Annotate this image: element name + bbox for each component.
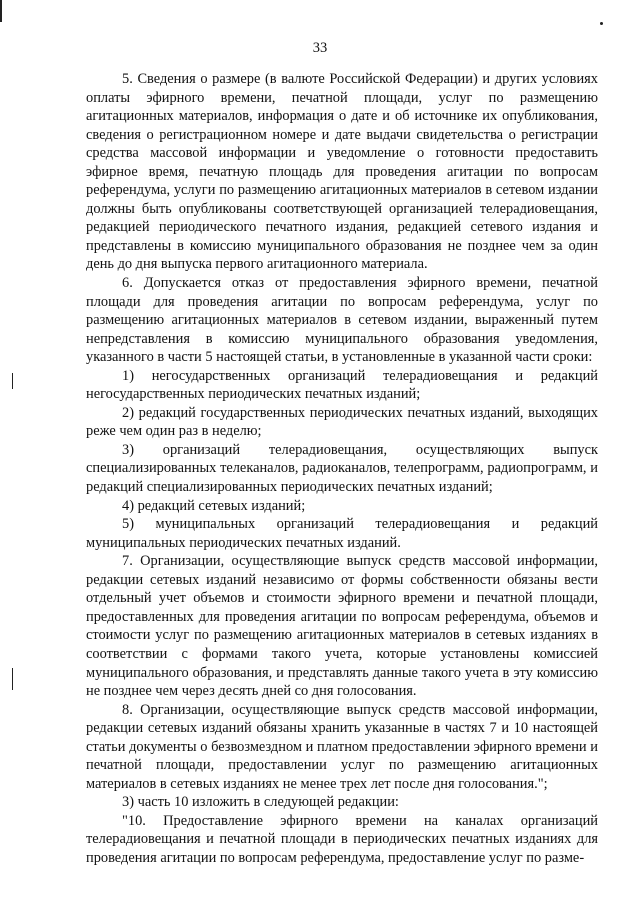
scan-edge-mark-middle <box>12 373 13 389</box>
page-number: 33 <box>312 40 328 56</box>
scan-edge-mark-lower <box>12 668 13 690</box>
document-body <box>86 70 598 868</box>
paragraph-5-publication: 5. Сведения о размере (в валюте Российской Федерации) и других условиях оплаты эфирного времени, печатной площади, услуг по размещению агитационных материалов, информация о дате и об источнике их опубликования, сведения о регистрационном номере и дате выдачи свидетельства о регистрации средства массовой информации и уведомление о готовности предоставить эфирное время, печатную площадь для проведения агитации по вопросам референдума, услуги по размещению агитационных материалов в сетевом издании должны быть опубликованы соответствующей организацией телерадиовещания, редакцией периодического печатного издания, редакцией сетевого издания и представлены в комиссию муниципального образования не позднее чем за один день до дня выпуска первого агитационного материала. <box>86 71 598 273</box>
amendment-part-10: 3) часть 10 изложить в следующей редакции: <box>122 794 399 811</box>
paragraph-10-provision: "10. Предоставление эфирного времени на каналах организаций телерадиовещания и печатной площади в периодических печатных изданиях для проведения агитации по вопросам референдума, предоставление услуг по разме- <box>86 812 598 866</box>
list-item-1: 1) негосударственных организаций телерадиовещания и редакций негосударственных периодических печатных изданий; <box>86 367 598 403</box>
scan-edge-mark-top <box>0 0 2 22</box>
paragraph-7-accounting: 7. Организации, осуществляющие выпуск средств массовой информации, редакции сетевых изданий независимо от формы собственности обязаны вести отдельный учет объемов и стоимости эфирного времени и печатной площади, предоставленных для проведения агитации по вопросам референдума, объемов и стоимости услуг по размещению агитационных материалов в сетевых изданиях в соответствии с формами такого учета, которые установлены комиссией муниципального образования, и представлять данные такого учета в эту комиссию не позднее чем через десять дней со дня голосования. <box>86 553 598 700</box>
paragraph-8-storage: 8. Организации, осуществляющие выпуск средств массовой информации, редакции сетевых изданий обязаны хранить указанные в частях 7 и 10 настоящей статьи документы о безвозмездном и платном предоставлении эфирного времени и печатной площади, предоставлении услуг по размещению агитационных материалов в сетевых изданиях не менее трех лет после дня голосования."; <box>86 701 598 792</box>
scan-dot-top-right <box>600 22 603 25</box>
paragraph-6-refusal: 6. Допускается отказ от предоставления эфирного времени, печатной площади для проведения агитации по вопросам референдума, услуг по размещению агитационных материалов в сетевом издании, выраженный путем непредставления в комиссию муниципального образования уведомления, указанного в части 5 настоящей статьи, в установленные в указанной части сроки: <box>86 275 598 366</box>
list-item-4: 4) редакций сетевых изданий; <box>122 497 306 514</box>
list-item-5: 5) муниципальных организаций телерадиовещания и редакций муниципальных периодических печатных изданий. <box>86 516 598 551</box>
list-item-2: 2) редакций государственных периодических печатных изданий, выходящих реже чем один раз в неделю; <box>86 404 598 440</box>
list-item-3: 3) организаций телерадиовещания, осуществляющих выпуск специализированных телеканалов, радиоканалов, телепрограмм, радиопрограмм, и редакций специализированных периодических печатных изданий; <box>86 441 598 496</box>
